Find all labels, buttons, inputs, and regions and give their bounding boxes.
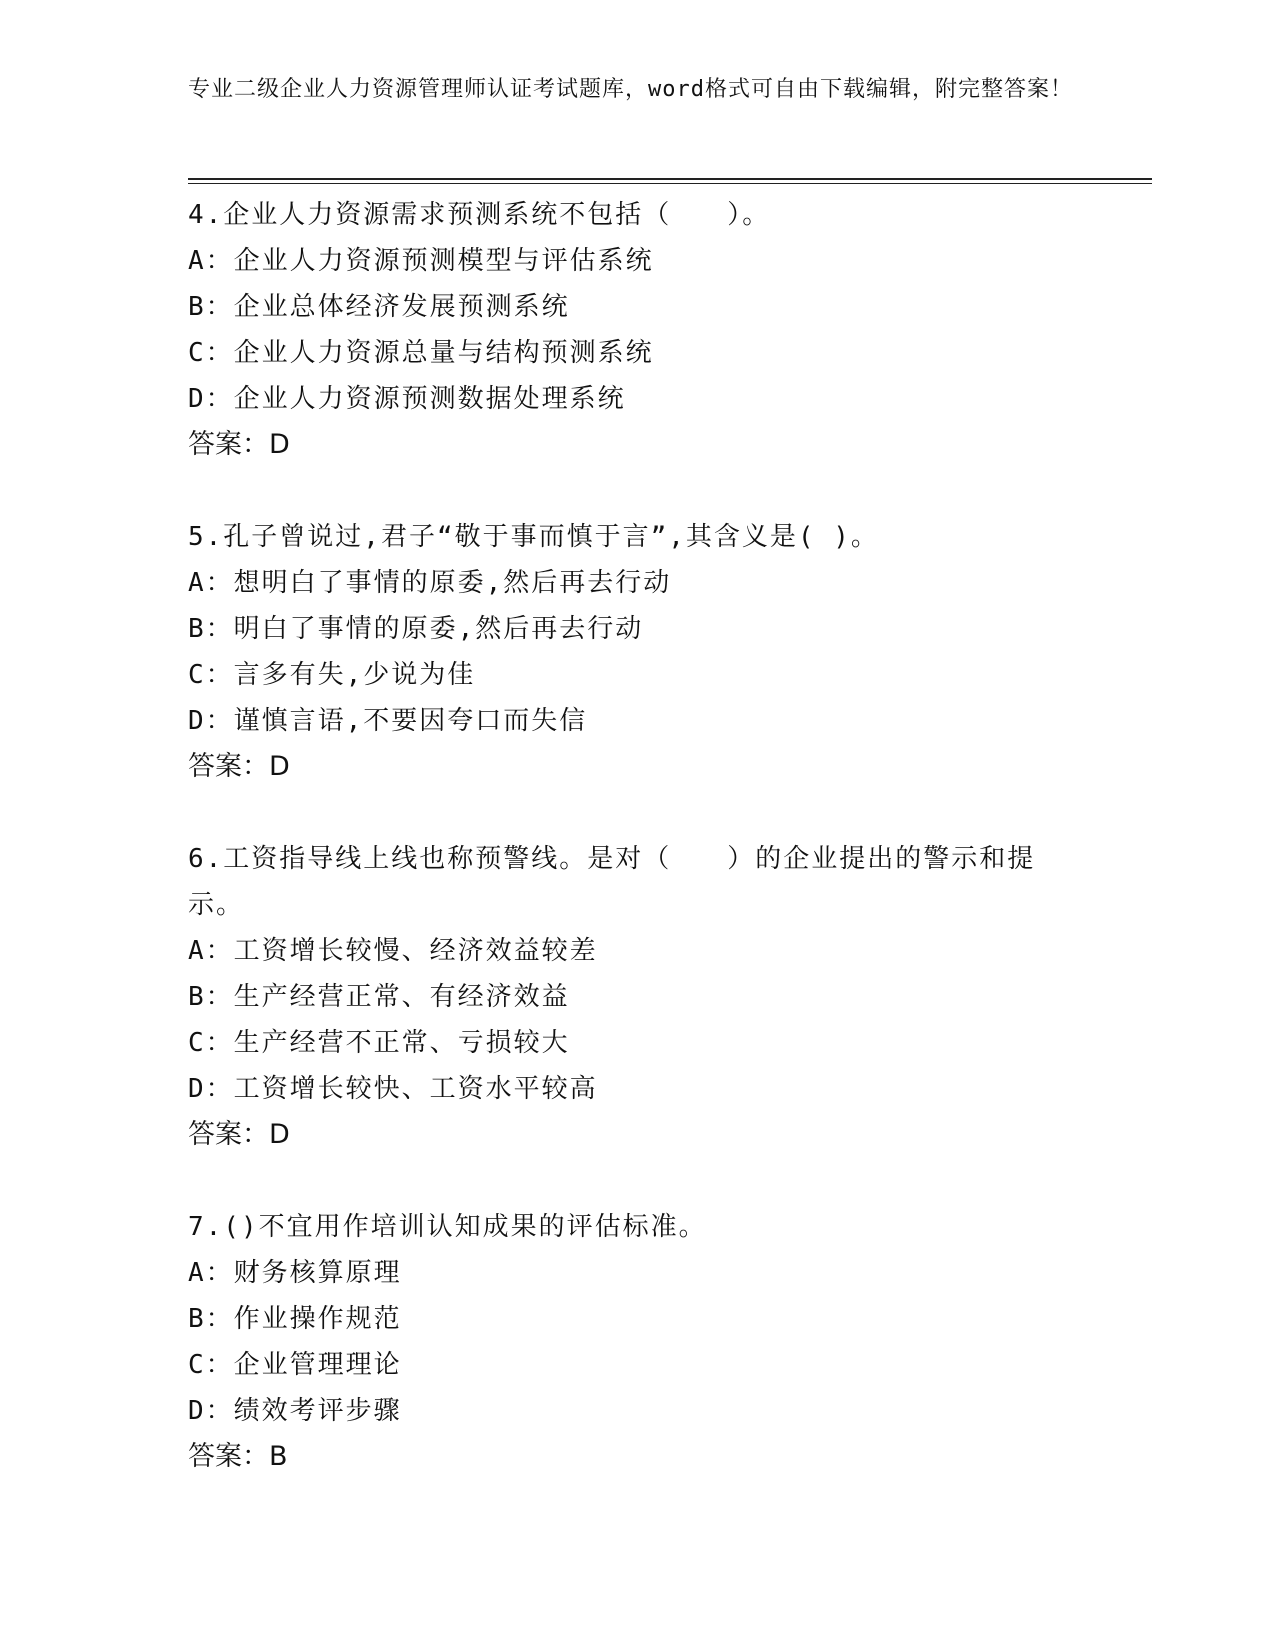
- question-6: [188, 836, 1068, 1158]
- option-c: C：企业管理理论: [188, 1350, 402, 1380]
- option-b: B：作业操作规范: [188, 1304, 402, 1334]
- option-d: D：绩效考评步骤: [188, 1396, 402, 1426]
- header-divider-thin: [188, 183, 1152, 184]
- option-a: A：企业人力资源预测模型与评估系统: [188, 246, 654, 276]
- answer-label: 答案：D: [188, 429, 290, 460]
- option-d: D：企业人力资源预测数据处理系统: [188, 384, 626, 414]
- option-d: D：谨慎言语,不要因夸口而失信: [188, 706, 588, 736]
- answer-label: 答案：D: [188, 1119, 290, 1150]
- question-stem: 5.孔子曾说过,君子“敬于事而慎于言”,其含义是( )。: [188, 522, 879, 552]
- answer-label: 答案：D: [188, 751, 290, 782]
- question-4: [188, 192, 1068, 468]
- document-header: 专业二级企业人力资源管理师认证考试题库，word格式可自由下载编辑，附完整答案！: [188, 77, 1073, 102]
- option-c: C：企业人力资源总量与结构预测系统: [188, 338, 654, 368]
- question-5: [188, 514, 1068, 790]
- option-d: D：工资增长较快、工资水平较高: [188, 1074, 598, 1104]
- option-a: A：财务核算原理: [188, 1258, 402, 1288]
- question-7: [188, 1204, 1068, 1480]
- option-a: A：想明白了事情的原委,然后再去行动: [188, 568, 672, 598]
- answer-label: 答案：B: [188, 1441, 288, 1472]
- question-list: [188, 192, 1068, 1526]
- option-b: B：明白了事情的原委,然后再去行动: [188, 614, 644, 644]
- option-b: B：企业总体经济发展预测系统: [188, 292, 570, 322]
- option-b: B：生产经营正常、有经济效益: [188, 982, 570, 1012]
- question-stem: 4.企业人力资源需求预测系统不包括（ ）。: [188, 200, 771, 230]
- question-stem: 6.工资指导线上线也称预警线。是对（ ）的企业提出的警示和提示。: [188, 844, 1036, 920]
- question-stem: 7.()不宜用作培训认知成果的评估标准。: [188, 1212, 707, 1242]
- option-c: C：言多有失,少说为佳: [188, 660, 476, 690]
- option-c: C：生产经营不正常、亏损较大: [188, 1028, 570, 1058]
- header-divider-thick: [188, 178, 1152, 180]
- option-a: A：工资增长较慢、经济效益较差: [188, 936, 598, 966]
